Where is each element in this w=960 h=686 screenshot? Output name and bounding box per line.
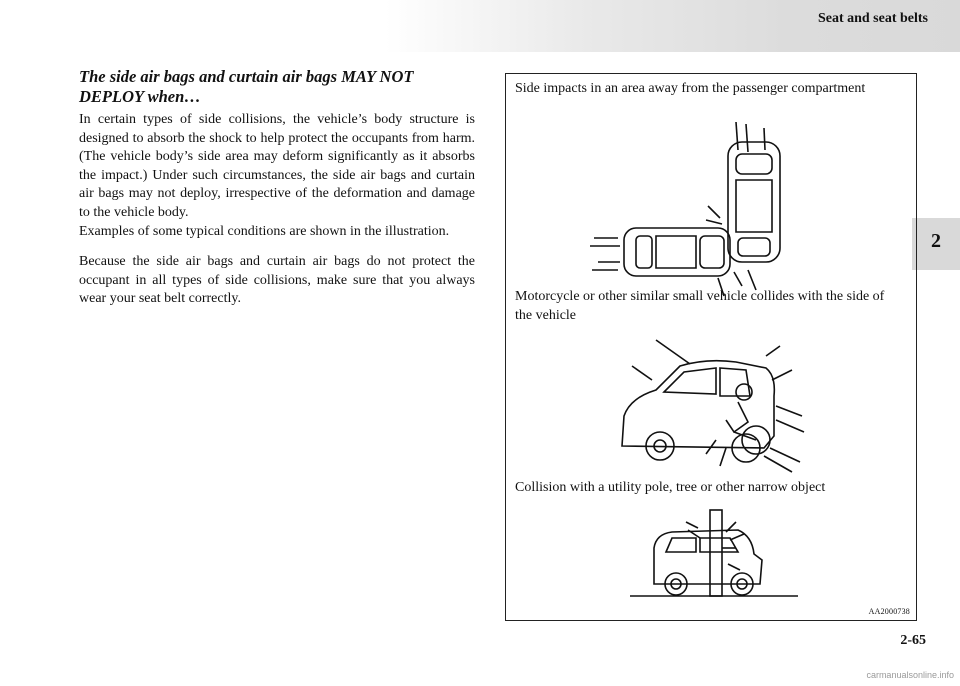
- main-text: [79, 67, 475, 309]
- section-heading: The side air bags and curtain air bags MAY NOT DEPLOY when…: [79, 67, 414, 106]
- paragraph-2: Examples of some typical conditions are shown in the illustration.: [79, 223, 450, 239]
- paragraph-3: Because the side air bags and curtain air bags do not protect the occupant in all types of side collisions, make sure that you always wear your seat belt correctly.: [79, 254, 475, 307]
- pole-illustration: [626, 508, 806, 600]
- figure-code: AA2000738: [868, 607, 910, 616]
- chapter-tab: [912, 218, 960, 270]
- header-band: [385, 0, 960, 52]
- page-number: 2-65: [900, 633, 926, 648]
- chapter-number: 2: [931, 230, 941, 252]
- illustration-box: [505, 73, 917, 621]
- caption-motorcycle: Motorcycle or other similar small vehicle collides with the side of the vehicle: [515, 289, 885, 323]
- caption-narrow-object: Collision with a utility pole, tree or other narrow object: [515, 480, 826, 495]
- paragraph-1: In certain types of side collisions, the vehicle’s body structure is designed to absorb the shock to help protect the occupants from harm. (The vehicle body’s side area may deform significantly as it absorbs the impact.) Under such circumstances, the side air bags and curtain air bags may not deploy, irrespective of the deformation and damage to the vehicle body.: [79, 112, 475, 220]
- section-title: Seat and seat belts: [817, 11, 928, 26]
- caption-side-impact: Side impacts in an area away from the passenger compartment: [515, 81, 866, 96]
- side-impact-illustration: [586, 120, 786, 305]
- watermark: carmanualsonline.info: [866, 670, 954, 680]
- motorcycle-illustration: [616, 336, 806, 476]
